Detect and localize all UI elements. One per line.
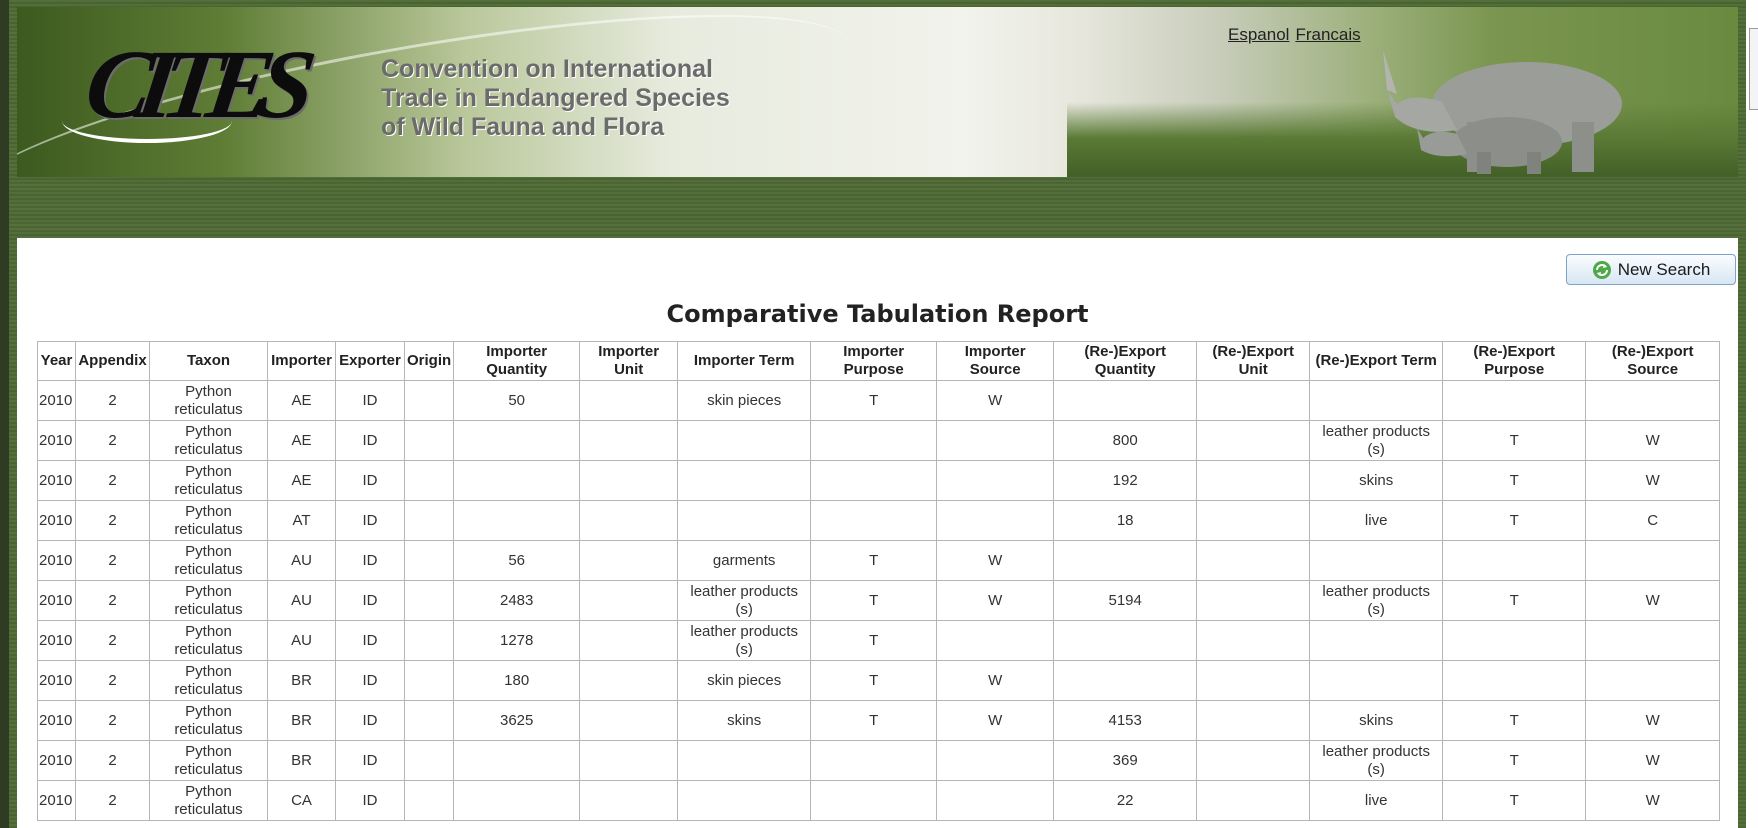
table-cell <box>405 421 454 461</box>
table-cell: 2 <box>76 781 150 821</box>
table-header-row <box>38 342 1720 381</box>
table-cell <box>1197 381 1310 421</box>
column-header: (Re-)Export Quantity <box>1054 342 1197 381</box>
table-cell: T <box>811 581 937 621</box>
table-cell <box>580 421 678 461</box>
table-cell <box>1443 541 1586 581</box>
table-cell <box>580 701 678 741</box>
table-cell: W <box>937 581 1054 621</box>
table-cell <box>1054 541 1197 581</box>
scrollbar-thumb[interactable] <box>1749 28 1758 110</box>
table-cell: T <box>811 701 937 741</box>
table-cell: W <box>1586 581 1720 621</box>
table-cell <box>1586 661 1720 701</box>
table-cell <box>1310 381 1443 421</box>
table-cell <box>580 541 678 581</box>
table-cell: W <box>937 381 1054 421</box>
table-cell: 2 <box>76 581 150 621</box>
table-cell <box>1197 701 1310 741</box>
table-cell: Python reticulatus <box>150 501 268 541</box>
table-cell <box>1054 661 1197 701</box>
table-cell <box>580 581 678 621</box>
table-cell: 50 <box>454 381 580 421</box>
table-cell: live <box>1310 501 1443 541</box>
table-row <box>38 621 1720 661</box>
table-cell: Python reticulatus <box>150 701 268 741</box>
table-cell <box>1197 621 1310 661</box>
table-cell <box>454 741 580 781</box>
table-cell: T <box>811 621 937 661</box>
table-cell <box>1197 581 1310 621</box>
table-cell <box>580 501 678 541</box>
table-cell: Python reticulatus <box>150 421 268 461</box>
table-cell <box>811 461 937 501</box>
column-header: Importer Quantity <box>454 342 580 381</box>
new-search-label: New Search <box>1617 259 1711 279</box>
table-cell: AU <box>268 621 336 661</box>
table-cell: 4153 <box>1054 701 1197 741</box>
table-cell <box>405 741 454 781</box>
table-cell: 2010 <box>38 381 76 421</box>
table-cell: W <box>1586 701 1720 741</box>
table-cell: 2010 <box>38 621 76 661</box>
table-cell <box>405 701 454 741</box>
table-cell: 2010 <box>38 741 76 781</box>
table-cell <box>580 461 678 501</box>
table-row <box>38 461 1720 501</box>
table-cell: ID <box>336 421 405 461</box>
table-cell: 2483 <box>454 581 580 621</box>
rhino-image <box>1357 42 1657 177</box>
table-cell: 2010 <box>38 661 76 701</box>
table-row <box>38 501 1720 541</box>
table-cell: Python reticulatus <box>150 381 268 421</box>
link-espanol[interactable]: Espanol <box>1228 25 1290 44</box>
table-row <box>38 581 1720 621</box>
table-cell <box>937 421 1054 461</box>
column-header: Importer Unit <box>580 342 678 381</box>
table-cell <box>454 781 580 821</box>
table-cell: skin pieces <box>678 661 811 701</box>
table-cell <box>937 501 1054 541</box>
header-banner <box>17 7 1738 177</box>
table-cell <box>1197 461 1310 501</box>
table-cell: 180 <box>454 661 580 701</box>
table-cell: AE <box>268 461 336 501</box>
table-cell: 2 <box>76 541 150 581</box>
table-cell: T <box>1443 461 1586 501</box>
table-cell: T <box>811 661 937 701</box>
table-cell: 2 <box>76 461 150 501</box>
convention-title <box>381 55 730 142</box>
column-header: Importer Source <box>937 342 1054 381</box>
convention-title-line: Trade in Endangered Species <box>381 84 730 112</box>
table-cell <box>1586 381 1720 421</box>
table-cell: T <box>811 381 937 421</box>
table-cell: garments <box>678 541 811 581</box>
table-cell: W <box>937 541 1054 581</box>
table-cell: skins <box>1310 701 1443 741</box>
table-cell: W <box>937 661 1054 701</box>
table-cell <box>1310 661 1443 701</box>
table-cell: 2010 <box>38 421 76 461</box>
table-cell: 56 <box>454 541 580 581</box>
main-content <box>17 238 1738 828</box>
table-cell <box>937 621 1054 661</box>
table-cell: 369 <box>1054 741 1197 781</box>
window-left-edge <box>0 0 9 828</box>
table-cell <box>1054 621 1197 661</box>
column-header: Year <box>38 342 76 381</box>
table-cell: 3625 <box>454 701 580 741</box>
table-cell: Python reticulatus <box>150 781 268 821</box>
table-cell: 2 <box>76 621 150 661</box>
table-cell: T <box>1443 421 1586 461</box>
table-cell: ID <box>336 781 405 821</box>
table-row <box>38 781 1720 821</box>
table-cell <box>1197 781 1310 821</box>
link-francais[interactable]: Francais <box>1295 25 1361 44</box>
column-header: Exporter <box>336 342 405 381</box>
table-cell: W <box>937 701 1054 741</box>
column-header: Appendix <box>76 342 150 381</box>
table-cell: 2010 <box>38 701 76 741</box>
table-cell <box>454 461 580 501</box>
column-header: Importer Term <box>678 342 811 381</box>
table-cell: 2010 <box>38 781 76 821</box>
column-header: Importer Purpose <box>811 342 937 381</box>
table-cell <box>811 421 937 461</box>
table-cell: C <box>1586 501 1720 541</box>
table-cell <box>678 741 811 781</box>
table-cell: T <box>1443 741 1586 781</box>
table-cell: 2010 <box>38 501 76 541</box>
table-cell: T <box>1443 781 1586 821</box>
table-cell <box>937 461 1054 501</box>
table-cell: Python reticulatus <box>150 661 268 701</box>
table-cell <box>1054 381 1197 421</box>
table-cell: Python reticulatus <box>150 541 268 581</box>
table-cell: leather products (s) <box>1310 741 1443 781</box>
table-cell: 192 <box>1054 461 1197 501</box>
table-cell <box>1310 541 1443 581</box>
table-cell <box>811 781 937 821</box>
table-cell: Python reticulatus <box>150 461 268 501</box>
table-cell: BR <box>268 701 336 741</box>
table-cell <box>1197 501 1310 541</box>
table-cell: 2 <box>76 701 150 741</box>
table-cell: ID <box>336 461 405 501</box>
table-cell: Python reticulatus <box>150 741 268 781</box>
table-cell <box>811 741 937 781</box>
column-header: (Re-)Export Purpose <box>1443 342 1586 381</box>
table-cell: leather products (s) <box>1310 581 1443 621</box>
new-search-button[interactable] <box>1566 254 1736 285</box>
table-row <box>38 421 1720 461</box>
table-cell: leather products (s) <box>678 581 811 621</box>
table-cell <box>678 501 811 541</box>
table-cell <box>405 501 454 541</box>
table-cell: W <box>1586 421 1720 461</box>
table-cell <box>937 741 1054 781</box>
table-cell: T <box>1443 701 1586 741</box>
table-cell <box>1443 661 1586 701</box>
table-cell: ID <box>336 741 405 781</box>
table-cell: AE <box>268 381 336 421</box>
table-cell: 1278 <box>454 621 580 661</box>
table-row <box>38 381 1720 421</box>
table-cell <box>1197 661 1310 701</box>
table-cell <box>405 621 454 661</box>
column-header: (Re-)Export Term <box>1310 342 1443 381</box>
table-cell <box>405 581 454 621</box>
table-cell <box>580 621 678 661</box>
table-cell <box>580 381 678 421</box>
table-cell <box>580 741 678 781</box>
table-cell: T <box>811 541 937 581</box>
table-row <box>38 541 1720 581</box>
table-cell <box>678 461 811 501</box>
table-cell: ID <box>336 661 405 701</box>
table-cell <box>454 421 580 461</box>
table-cell <box>454 501 580 541</box>
table-cell: ID <box>336 581 405 621</box>
table-cell: AU <box>268 541 336 581</box>
column-header: Origin <box>405 342 454 381</box>
table-cell: W <box>1586 461 1720 501</box>
table-cell <box>678 421 811 461</box>
table-cell: 2 <box>76 421 150 461</box>
table-cell <box>1586 541 1720 581</box>
table-cell <box>1197 741 1310 781</box>
column-header: (Re-)Export Source <box>1586 342 1720 381</box>
column-header: Taxon <box>150 342 268 381</box>
convention-title-line: Convention on International <box>381 55 713 83</box>
table-cell: BR <box>268 741 336 781</box>
column-header: Importer <box>268 342 336 381</box>
table-cell: 2 <box>76 381 150 421</box>
table-cell: 2 <box>76 741 150 781</box>
table-cell <box>1197 541 1310 581</box>
refresh-icon <box>1592 260 1612 280</box>
table-cell: 2 <box>76 661 150 701</box>
table-cell: CA <box>268 781 336 821</box>
table-cell <box>405 541 454 581</box>
column-header: (Re-)Export Unit <box>1197 342 1310 381</box>
table-cell: T <box>1443 581 1586 621</box>
table-cell: 5194 <box>1054 581 1197 621</box>
table-cell: live <box>1310 781 1443 821</box>
table-cell <box>405 781 454 821</box>
table-cell <box>1197 421 1310 461</box>
table-cell: skins <box>678 701 811 741</box>
table-cell <box>405 461 454 501</box>
table-cell: 2010 <box>38 541 76 581</box>
table-cell: BR <box>268 661 336 701</box>
table-cell: 800 <box>1054 421 1197 461</box>
table-cell: ID <box>336 541 405 581</box>
table-cell: AE <box>268 421 336 461</box>
table-body <box>38 381 1720 821</box>
scrollbar[interactable] <box>1746 0 1758 828</box>
table-cell <box>937 781 1054 821</box>
report-title: Comparative Tabulation Report <box>666 300 1089 328</box>
table-cell: leather products (s) <box>678 621 811 661</box>
table-row <box>38 661 1720 701</box>
table-cell: AU <box>268 581 336 621</box>
table-cell: W <box>1586 741 1720 781</box>
table-cell <box>580 781 678 821</box>
table-cell: T <box>1443 501 1586 541</box>
table-cell <box>1443 381 1586 421</box>
table-cell: AT <box>268 501 336 541</box>
table-cell: 2010 <box>38 581 76 621</box>
table-cell <box>405 381 454 421</box>
table-cell: Python reticulatus <box>150 621 268 661</box>
table-row <box>38 701 1720 741</box>
table-cell <box>1310 621 1443 661</box>
table-cell: ID <box>336 621 405 661</box>
table-cell: ID <box>336 701 405 741</box>
table-cell <box>405 661 454 701</box>
table-cell <box>811 501 937 541</box>
table-cell: 2 <box>76 501 150 541</box>
table-cell: Python reticulatus <box>150 581 268 621</box>
table-cell: 2010 <box>38 461 76 501</box>
table-cell: 22 <box>1054 781 1197 821</box>
convention-title-line: of Wild Fauna and Flora <box>381 113 665 141</box>
table-row <box>38 741 1720 781</box>
table-cell <box>580 661 678 701</box>
table-cell: ID <box>336 501 405 541</box>
comparative-tabulation-table <box>37 341 1720 821</box>
cites-logo: CITES <box>79 31 308 139</box>
table-cell: 18 <box>1054 501 1197 541</box>
table-cell: W <box>1586 781 1720 821</box>
table-cell <box>678 781 811 821</box>
table-cell: skin pieces <box>678 381 811 421</box>
table-cell: skins <box>1310 461 1443 501</box>
table-cell: leather products (s) <box>1310 421 1443 461</box>
table-cell: ID <box>336 381 405 421</box>
table-cell <box>1443 621 1586 661</box>
language-links <box>1228 25 1367 45</box>
table-cell <box>1586 621 1720 661</box>
